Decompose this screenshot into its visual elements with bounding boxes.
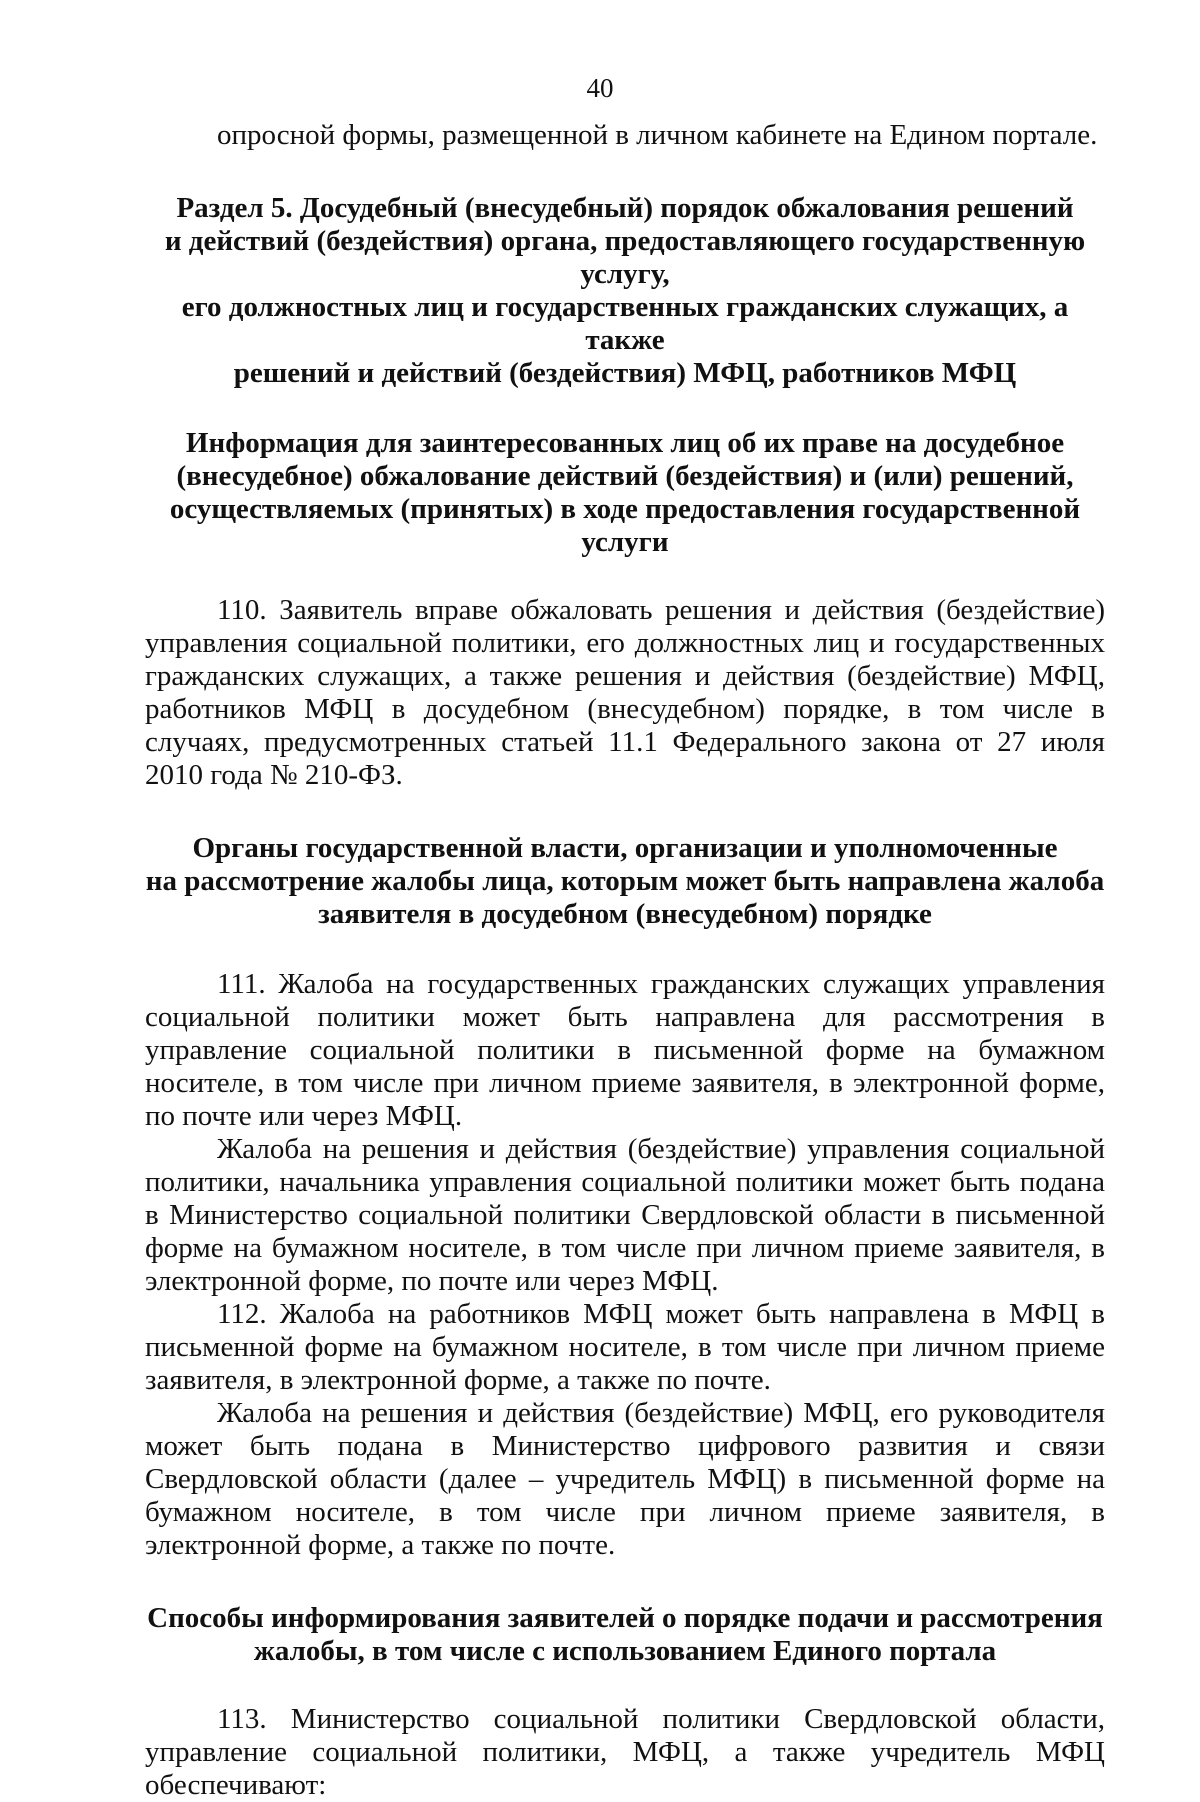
paragraph-112: 112. Жалоба на работников МФЦ может быть направлена в МФЦ в письменной форме на бумажном носителе, в том числе при личном приеме заявителя, в электронной форме, а также по почте. [145, 1298, 1105, 1396]
subheading-line: жалобы, в том числе с использованием Единого портала [253, 1635, 997, 1667]
paragraph-111: 111. Жалоба на государственных гражданских служащих управления социальной политики может быть направлена для рассмотрения в управление социальной политики в письменной форме на бумажном носителе, в том числе при личном приеме заявителя, в электронной форме, по почте или через МФЦ. [145, 968, 1105, 1132]
paragraph-110: 110. Заявитель вправе обжаловать решения и действия (бездействие) управления социальной политики, его должностных лиц и государственных гражданских служащих, а также решения и действия (бездействие) МФЦ, работников МФЦ в досудебном (внесудебном) порядке, в том числе в случаях, предусмотренных статьей 11.1 Федерального закона от 27 июля 2010 года № 210-ФЗ. [145, 594, 1105, 791]
page-number: 40 [586, 73, 614, 103]
section-heading-line: и действий (бездействия) органа, предоставляющего государственную услугу, [164, 225, 1086, 290]
section-heading [145, 192, 1105, 390]
document-body [145, 118, 1105, 1802]
subheading-informing-methods [145, 1602, 1105, 1668]
section-heading-line: решений и действий (бездействия) МФЦ, работников МФЦ [233, 357, 1017, 389]
paragraph-113: 113. Министерство социальной политики Свердловской области, управление социальной политики, МФЦ, а также учредитель МФЦ обеспечивают: [145, 1703, 1105, 1801]
subheading-line: (внесудебное) обжалование действий (бездействия) и (или) решений, [176, 460, 1074, 492]
subheading-line: Способы информирования заявителей о порядке подачи и рассмотрения [147, 1602, 1103, 1634]
section-heading-line: его должностных лиц и государственных гражданских служащих, а также [181, 291, 1069, 356]
subheading-line: осуществляемых (принятых) в ходе предоставления государственной услуги [169, 493, 1081, 558]
paragraph-111-continued: Жалоба на решения и действия (бездействие) управления социальной политики, начальника управления социальной политики может быть подана в Министерство социальной политики Свердловской области в письменной форме на бумажном носителе, в том числе при личном приеме заявителя, в электронной форме, по почте или через МФЦ. [145, 1133, 1105, 1297]
subheading-appeal-rights [145, 427, 1105, 559]
subheading-line: заявителя в досудебном (внесудебном) порядке [318, 898, 932, 930]
subheading-line: на рассмотрение жалобы лица, которым может быть направлена жалоба [145, 865, 1105, 897]
section-heading-line: Раздел 5. Досудебный (внесудебный) порядок обжалования решений [176, 192, 1074, 224]
subheading-complaint-bodies [145, 832, 1105, 931]
continuation-line: опросной формы, размещенной в личном кабинете на Едином портале. [217, 119, 1098, 151]
paragraph-112-continued: Жалоба на решения и действия (бездействие) МФЦ, его руководителя может быть подана в Министерство цифрового развития и связи Свердловской области (далее – учредитель МФЦ) в письменной форме на бумажном носителе, в том числе при личном приеме заявителя, в электронной форме, а также по почте. [145, 1397, 1105, 1561]
subheading-line: Органы государственной власти, организации и уполномоченные [192, 832, 1058, 864]
subheading-line: Информация для заинтересованных лиц об их праве на досудебное [185, 427, 1065, 459]
